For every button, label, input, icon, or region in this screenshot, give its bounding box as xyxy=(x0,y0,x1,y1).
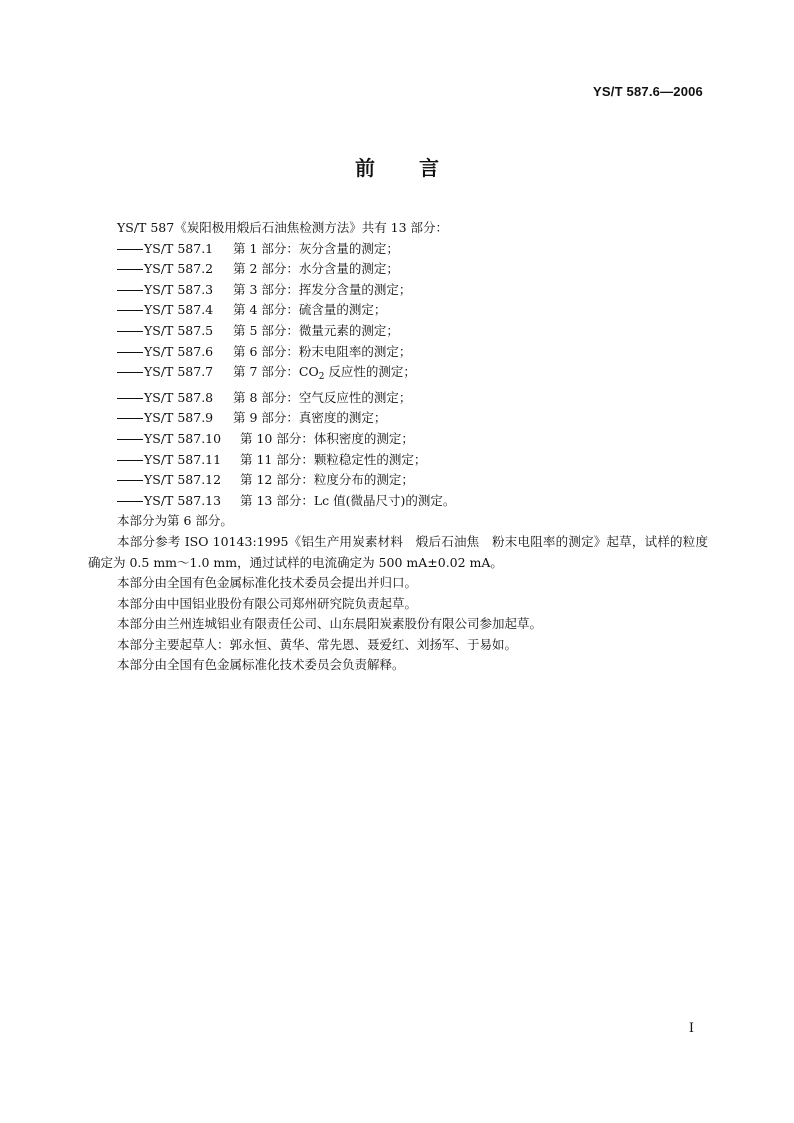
list-item xyxy=(88,300,708,321)
part-desc-pre: 第 7 部分：CO xyxy=(233,364,319,380)
list-item xyxy=(88,342,708,363)
part-code: YS/T 587.10 xyxy=(144,430,222,446)
part-desc: 第 5 部分：微量元素的测定； xyxy=(233,322,399,338)
list-item xyxy=(88,429,708,450)
parts-list xyxy=(88,239,708,512)
part-code: YS/T 587.12 xyxy=(144,472,222,488)
em-dash xyxy=(117,249,143,250)
em-dash xyxy=(117,480,143,481)
part-desc: 第 1 部分：灰分含量的测定； xyxy=(233,240,399,256)
list-item xyxy=(88,362,708,388)
title-char-left: 前 xyxy=(355,156,375,180)
title-char-right: 言 xyxy=(419,156,439,180)
em-dash xyxy=(117,269,143,270)
em-dash xyxy=(117,501,143,502)
part-desc xyxy=(233,364,416,383)
part-code: YS/T 587.13 xyxy=(144,492,222,508)
subscript: 2 xyxy=(318,372,325,383)
list-item xyxy=(88,259,708,280)
part-desc-post: 反应性的测定； xyxy=(324,364,416,380)
list-item xyxy=(88,321,708,342)
list-item xyxy=(88,388,708,409)
part-code: YS/T 587.11 xyxy=(144,451,222,467)
part-desc: 第 9 部分：真密度的测定； xyxy=(233,410,387,426)
part-code: YS/T 587.6 xyxy=(144,343,214,359)
list-item xyxy=(88,470,708,491)
page-title xyxy=(0,152,794,181)
part-desc: 第 11 部分：颗粒稳定性的测定； xyxy=(240,451,427,467)
part-desc: 第 8 部分：空气反应性的测定； xyxy=(233,389,412,405)
participants-paragraph: 本部分由兰州连城铝业有限责任公司、山东晨阳炭素股份有限公司参加起草。 xyxy=(117,616,543,632)
intro-paragraph: YS/T 587《炭阳极用煅后石油焦检测方法》共有 13 部分： xyxy=(117,220,449,235)
em-dash xyxy=(117,460,143,461)
em-dash xyxy=(117,290,143,291)
part-code: YS/T 587.7 xyxy=(144,364,214,380)
part-desc: 第 6 部分：粉末电阻率的测定； xyxy=(233,343,412,359)
page-number: I xyxy=(688,1021,694,1036)
part-code: YS/T 587.9 xyxy=(144,410,214,426)
standard-code: YS/T 587.6—2006 xyxy=(593,84,703,99)
drafters-paragraph: 本部分主要起草人：郭永恒、黄华、常先恩、聂爱红、刘扬军、于易如。 xyxy=(117,636,518,652)
part-desc: 第 2 部分：水分含量的测定； xyxy=(233,261,399,277)
part-code: YS/T 587.4 xyxy=(144,302,214,318)
part-desc: 第 10 部分：体积密度的测定； xyxy=(240,430,414,446)
em-dash xyxy=(117,398,143,399)
this-part-paragraph: 本部分为第 6 部分。 xyxy=(117,513,233,529)
foreword-body xyxy=(88,218,708,676)
proposed-paragraph: 本部分由全国有色金属标准化技术委员会提出并归口。 xyxy=(117,575,418,591)
list-item xyxy=(88,280,708,301)
drafted-by-paragraph: 本部分由中国铝业股份有限公司郑州研究院负责起草。 xyxy=(117,595,418,611)
part-desc: 第 4 部分：硫含量的测定； xyxy=(233,302,387,318)
list-item xyxy=(88,408,708,429)
em-dash xyxy=(117,372,143,373)
part-code: YS/T 587.3 xyxy=(144,281,214,297)
em-dash xyxy=(117,331,143,332)
part-desc: 第 13 部分：Lc 值(微晶尺寸)的测定。 xyxy=(240,492,456,508)
part-code: YS/T 587.1 xyxy=(144,240,214,256)
em-dash xyxy=(117,439,143,440)
part-code: YS/T 587.2 xyxy=(144,261,214,277)
part-code: YS/T 587.5 xyxy=(144,322,214,338)
em-dash xyxy=(117,352,143,353)
list-item xyxy=(88,450,708,471)
part-desc: 第 12 部分：粒度分布的测定； xyxy=(240,472,414,488)
em-dash xyxy=(117,418,143,419)
list-item xyxy=(88,491,708,512)
list-item xyxy=(88,239,708,260)
em-dash xyxy=(117,310,143,311)
part-desc: 第 3 部分：挥发分含量的测定； xyxy=(233,281,412,297)
reference-paragraph: 本部分参考 ISO 10143:1995《铝生产用炭素材料 煅后石油焦 粉末电阻率的测定》起草，试样的粒度确定为 0.5 mm～1.0 mm，通过试样的电流确定为 500 mA±0.02 mA。 xyxy=(88,533,708,570)
part-code: YS/T 587.8 xyxy=(144,389,214,405)
interpretation-paragraph: 本部分由全国有色金属标准化技术委员会负责解释。 xyxy=(117,657,405,673)
